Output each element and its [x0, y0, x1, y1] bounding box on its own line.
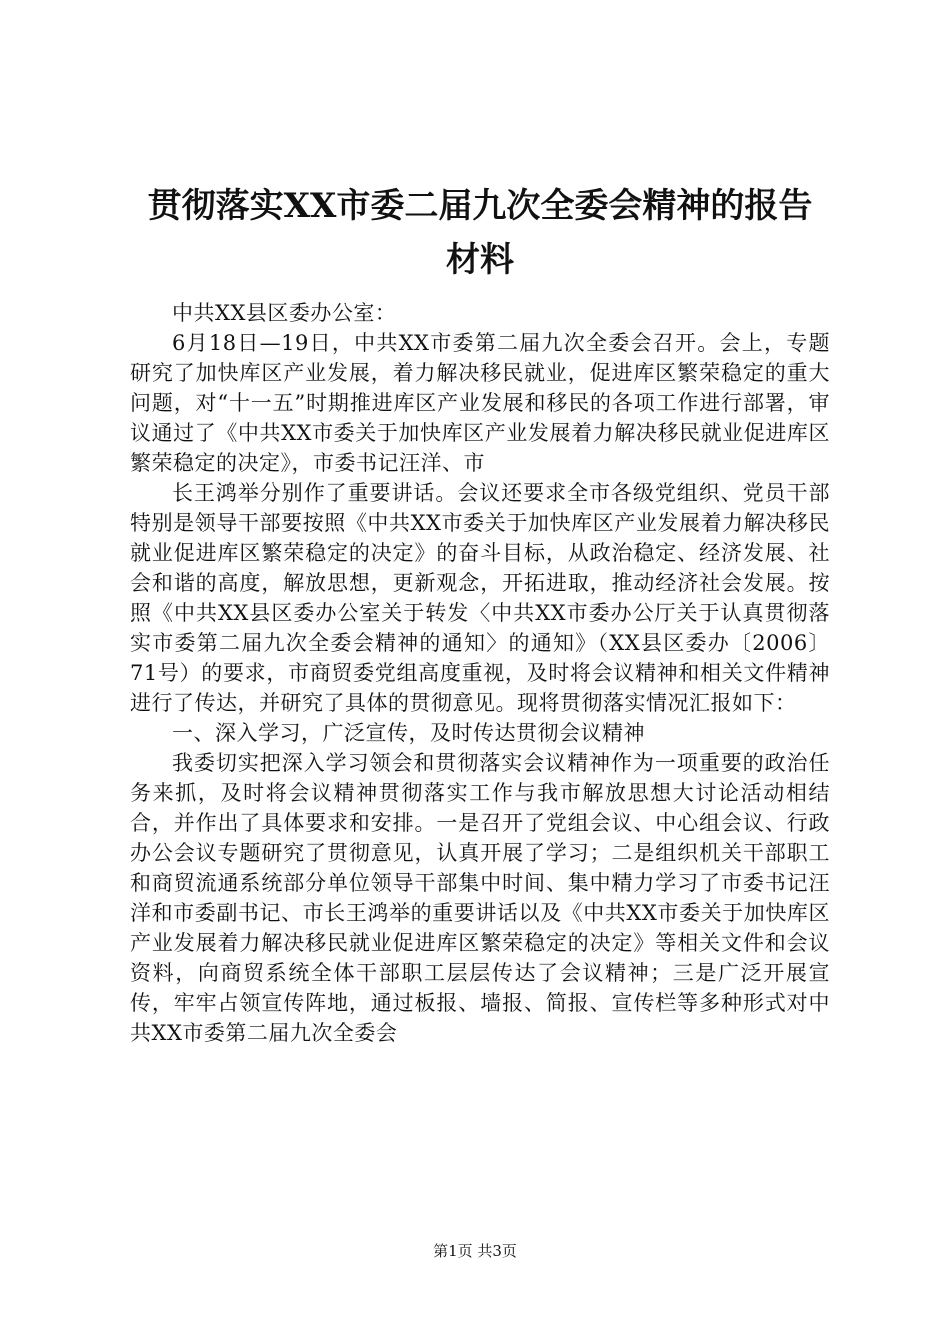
document-title-line2: 材料 [446, 240, 514, 280]
paragraph: 长王鸿举分别作了重要讲话。会议还要求全市各级党组织、党员干部特别是领导干部要按照《中共XX市委关于加快库区产业发展着力解决移民就业促进库区繁荣稳定的决定》的奋斗目标，从政治稳定、经济发展、社会和谐的高度，解放思想，更新观念，开拓进取，推动经济社会发展。按照《中共XX县区委办公室关于转发〈中共XX市委办公厅关于认真贯彻落实市委第二届九次全委会精神的通知〉的通知》（XX县区委办〔2006〕71号）的要求，市商贸委党组高度重视，及时将会议精神和相关文件精神进行了传达，并研究了具体的贯彻意见。现将贯彻落实情况汇报如下： [130, 481, 830, 715]
paragraph: 6月18日—19日，中共XX市委第二届九次全委会召开。会上，专题研究了加快库区产业发展，着力解决移民就业，促进库区繁荣稳定的重大问题，对“十一五”时期推进库区产业发展和移民的各项工作进行部署，审议通过了《中共XX市委关于加快库区产业发展着力解决移民就业促进库区繁荣稳定的决定》，市委书记汪洋、市 [130, 331, 830, 475]
paragraph-addressee: 中共XX县区委办公室： [172, 301, 397, 325]
document-title-line1: 贯彻落实XX市委二届九次全委会精神的报告 [147, 186, 813, 226]
paragraph: 我委切实把深入学习领会和贯彻落实会议精神作为一项重要的政治任务来抓，及时将会议精神贯彻落实工作与我市解放思想大讨论活动相结合，并作出了具体要求和安排。一是召开了党组会议、中心组会议、行政办公会议专题研究了贯彻意见，认真开展了学习；二是组织机关干部职工和商贸流通系统部分单位领导干部集中时间、集中精力学习了市委书记汪洋和市委副书记、市长王鸿举的重要讲话以及《中共XX市委关于加快库区产业发展着力解决移民就业促进库区繁荣稳定的决定》等相关文件和会议资料，向商贸系统全体干部职工层层传达了会议精神；三是广泛开展宣传，牢牢占领宣传阵地，通过板报、墙报、简报、宣传栏等多种形式对中共XX市委第二届九次全委会 [130, 751, 830, 1045]
page-footer: 第1页 共3页 [433, 1242, 517, 1260]
section-heading: 一、深入学习，广泛宣传，及时传达贯彻会议精神 [172, 721, 645, 745]
document-body [130, 298, 830, 1048]
